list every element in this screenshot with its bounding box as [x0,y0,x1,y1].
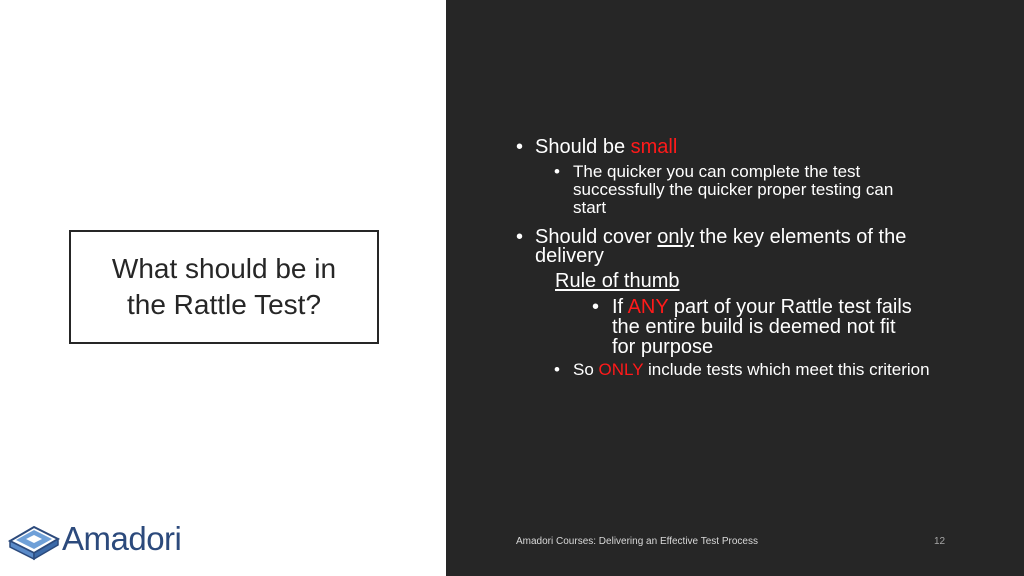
title-box [69,230,379,344]
sub-bullet-1-line-2: successfully the quicker proper testing can [573,180,894,199]
bullet-dot-icon: • [516,226,524,248]
sub-bullet-2-text: So [573,360,599,379]
title-line-1: What should be in [111,253,337,284]
sub-bullet-2-text-end: include tests which meet this criterion [643,360,930,379]
bullet-list [446,0,1024,576]
sub-sub-bullet-line-3: for purpose [612,336,714,358]
bullet-2-text-end: the key elements of the [694,226,907,248]
bullet-1-highlight: small [630,136,678,158]
page-number: 12 [934,536,946,547]
sub-sub-bullet-line-2: the entire build is deemed not fit [612,316,896,338]
bullet-dot-icon: • [516,136,524,158]
rule-of-thumb-label: Rule of thumb [555,270,680,292]
bullet-2-text: Should cover [535,226,658,248]
sub-bullet-1-line-3: start [573,198,607,217]
right-panel [446,0,1024,576]
bullet-dot-icon: • [554,162,560,181]
slide-title [84,251,364,323]
logo-text: Amadori [62,520,182,557]
bullet-dot-icon: • [554,360,560,379]
bullet-2-underlined: only [657,226,694,248]
sub-bullet-1-line-1: The quicker you can complete the test [573,162,861,181]
sub-sub-bullet-highlight: ANY [627,296,669,318]
bullet-1-text: Should be [535,136,631,158]
sub-sub-bullet-text-end: part of your Rattle test fails [668,296,912,318]
slide-footer: Amadori Courses: Delivering an Effective Test Process [516,536,758,547]
bullet-2-line-2: delivery [535,245,604,267]
amadori-logo [8,516,208,562]
title-line-2: the Rattle Test? [126,289,322,320]
bullet-dot-icon: • [592,296,600,318]
book-logo-icon [8,517,60,561]
sub-sub-bullet-text: If [612,296,628,318]
left-panel [0,0,446,576]
sub-bullet-2-highlight: ONLY [598,360,644,379]
rule-of-thumb [555,272,680,291]
